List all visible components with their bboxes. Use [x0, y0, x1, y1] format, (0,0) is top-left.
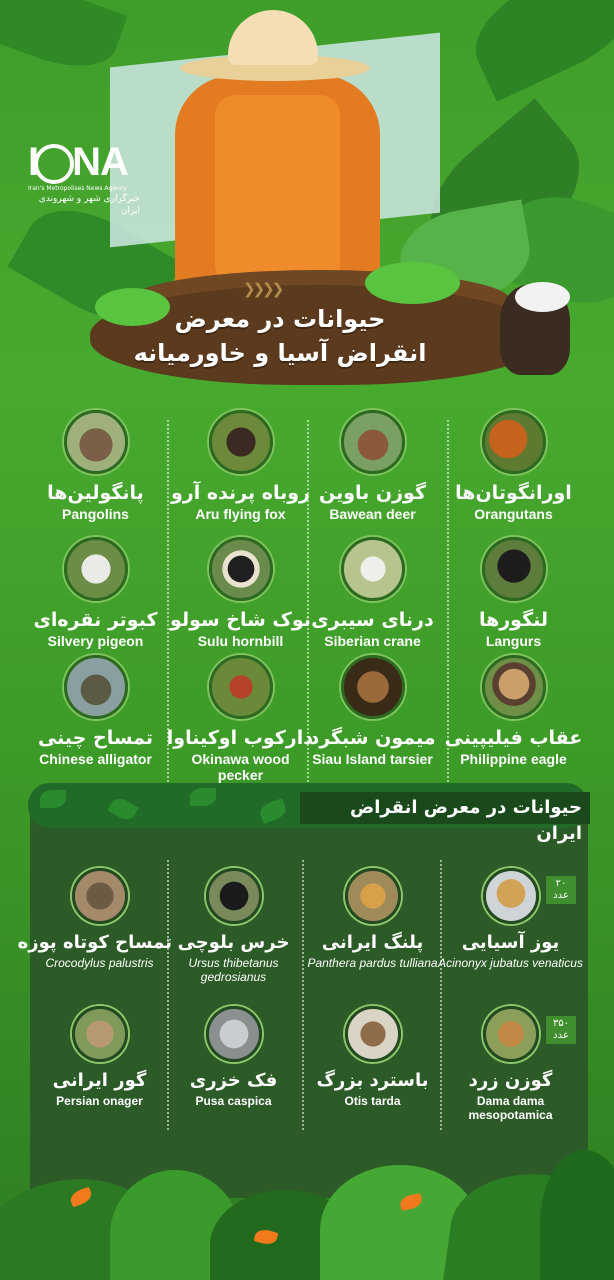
animal-card: پلنگ ایرانی Panthera pardus tulliana [300, 868, 445, 970]
animal-card: تمساح چینی Chinese alligator [23, 655, 168, 767]
alligator-icon [64, 655, 128, 719]
deer-icon [341, 410, 405, 474]
page-title: حیوانات در معرض انقراض آسیا و خاورمیانه [133, 305, 427, 367]
pangolin-icon [64, 410, 128, 474]
pigeon-icon [64, 537, 128, 601]
eagle-icon [482, 655, 546, 719]
animal-card: باسترد بزرگ Otis tarda [300, 1006, 445, 1108]
hat-icon [228, 10, 318, 65]
bustard-icon [345, 1006, 401, 1062]
chevrons-icon: ❯❯❯❯ [243, 280, 282, 298]
animal-card: گور ایرانی Persian onager [27, 1006, 172, 1108]
woodpecker-icon [209, 655, 273, 719]
orangutan-icon [482, 410, 546, 474]
count-badge: ۲۰ عدد [546, 876, 576, 904]
count-badge: ۳۵۰ عدد [546, 1016, 576, 1044]
bear-icon [206, 868, 262, 924]
langur-icon [482, 537, 546, 601]
animal-card: فک خزری Pusa caspica [161, 1006, 306, 1108]
animal-card: کبوتر نقره‌ای Silvery pigeon [23, 537, 168, 649]
seal-icon [206, 1006, 262, 1062]
logo-subtitle: Iran's Metropolises News Agency [28, 185, 127, 193]
animal-card: گوزن زرد Dama dama mesopotamica [438, 1006, 583, 1122]
animal-card: خرس بلوچی Ursus thibetanus gedrosianus [161, 868, 306, 984]
animal-card: نوک شاخ سولو Sulu hornbill [168, 537, 313, 649]
onager-icon [72, 1006, 128, 1062]
animal-card: میمون شبگرد Siau Island tarsier [300, 655, 445, 767]
animal-card: روباه پرنده آرو Aru flying fox [168, 410, 313, 522]
hornbill-icon [209, 537, 273, 601]
lizard-icon [365, 262, 460, 304]
animal-card: درنای سیبری Siberian crane [300, 537, 445, 649]
tarsier-icon [341, 655, 405, 719]
animal-card: دارکوب اوکیناوا Okinawa wood pecker [168, 655, 313, 783]
leopard-icon [345, 868, 401, 924]
iran-section [30, 798, 588, 1198]
animal-card: یوز آسیایی Acinonyx jubatus venaticus [438, 868, 583, 970]
logo: I NA Iran's Metropolises News Agency خبرگزاری شهر و شهروندی ایران [28, 142, 148, 217]
animal-card: اورانگوتان‌ها Orangutans [441, 410, 586, 522]
animal-card: لنگورها Langurs [441, 537, 586, 649]
cheetah-icon [483, 868, 539, 924]
animal-card: پانگولین‌ها Pangolins [23, 410, 168, 522]
fallow-deer-icon [483, 1006, 539, 1062]
animal-card: عقاب فیلیپینی Philippine eagle [441, 655, 586, 767]
animal-card: گوزن باوین Bawean deer [300, 410, 445, 522]
crocodile-icon [72, 868, 128, 924]
logo-persian-subtitle: خبرگزاری شهر و شهروندی ایران [38, 194, 140, 217]
flying-fox-icon [209, 410, 273, 474]
animal-card: تمساح کوتاه پوزه Crocodylus palustris [27, 868, 172, 970]
crane-icon [341, 537, 405, 601]
iran-section-title: حیوانات در معرض انقراض ایران [350, 797, 582, 844]
